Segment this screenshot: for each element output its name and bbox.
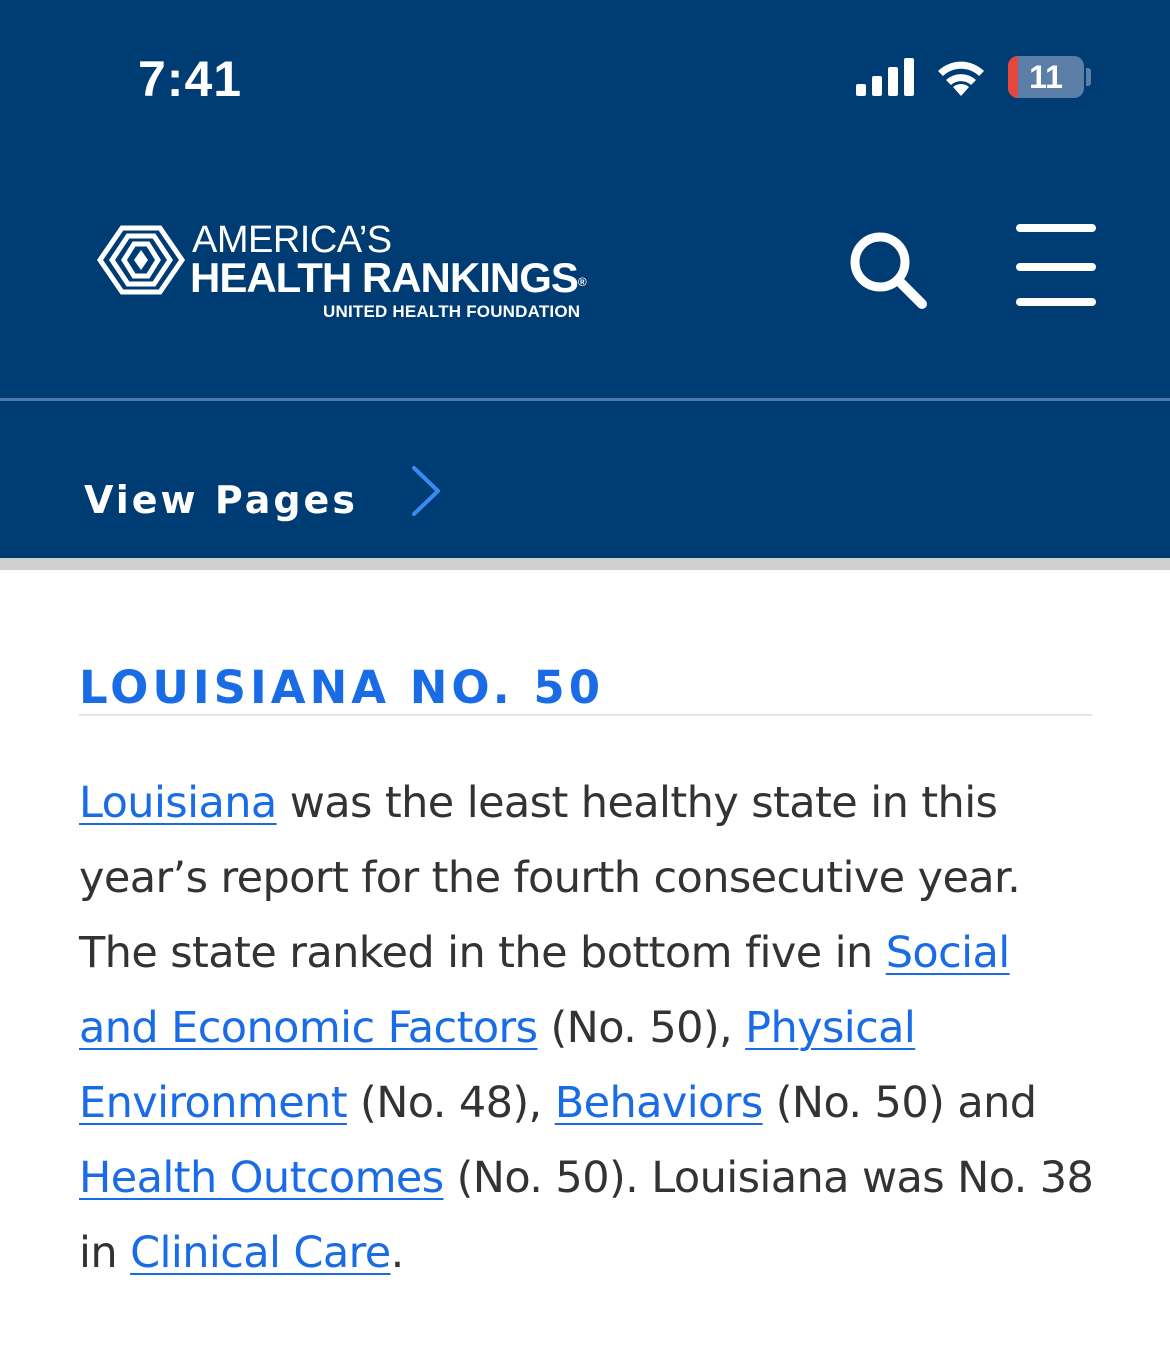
- logo-text-americas: AMERICA’S: [192, 219, 392, 261]
- search-icon: [846, 228, 932, 314]
- hamburger-menu-icon: [1010, 222, 1102, 312]
- link-clinical-care[interactable]: Clinical Care: [130, 1228, 391, 1278]
- link-health-outcomes[interactable]: Health Outcomes: [79, 1153, 444, 1203]
- state-summary-paragraph: Louisiana was the least healthy state in this year’s report for the fourth consecutive year. The state ranked in the bottom five in Social and Economic Factors (No. 50), Physical Environment (No. 48), Behaviors (No. 50) and Health Outcomes (No. 50). Louisiana was No. 38 in Clinical Care.: [79, 778, 1094, 1278]
- signal-icon: [856, 58, 916, 96]
- header-shadow: [0, 558, 1170, 570]
- logo-text-health-rankings: HEALTH RANKINGS®: [190, 254, 586, 301]
- link-physical-environment[interactable]: Physical Environment: [79, 1003, 916, 1128]
- link-behaviors[interactable]: Behaviors: [554, 1078, 763, 1128]
- search-button[interactable]: [846, 228, 932, 314]
- header-divider: [0, 398, 1170, 401]
- americas-health-rankings-logo[interactable]: [94, 218, 594, 328]
- chevron-right-icon: [410, 464, 442, 518]
- view-pages-toggle[interactable]: [84, 470, 358, 530]
- battery-icon: [1008, 56, 1084, 98]
- logo-diamond-mark-icon: [94, 222, 186, 298]
- battery-level: 11: [1029, 59, 1063, 95]
- view-pages-label: View Pages: [84, 478, 358, 522]
- wifi-icon: [934, 56, 988, 98]
- site-header: [0, 0, 1170, 558]
- status-bar: [0, 0, 1170, 160]
- section-title-rule: [79, 714, 1092, 716]
- link-louisiana[interactable]: Louisiana: [79, 778, 277, 828]
- battery-cap: [1086, 68, 1091, 86]
- section-title: LOUISIANA NO. 50: [79, 661, 605, 714]
- menu-button[interactable]: [1010, 222, 1102, 312]
- logo-text-united-health-foundation: UNITED HEALTH FOUNDATION: [323, 302, 581, 321]
- status-time: 7:41: [138, 51, 243, 107]
- link-social-economic-factors[interactable]: Social and Economic Factors: [79, 928, 1010, 1053]
